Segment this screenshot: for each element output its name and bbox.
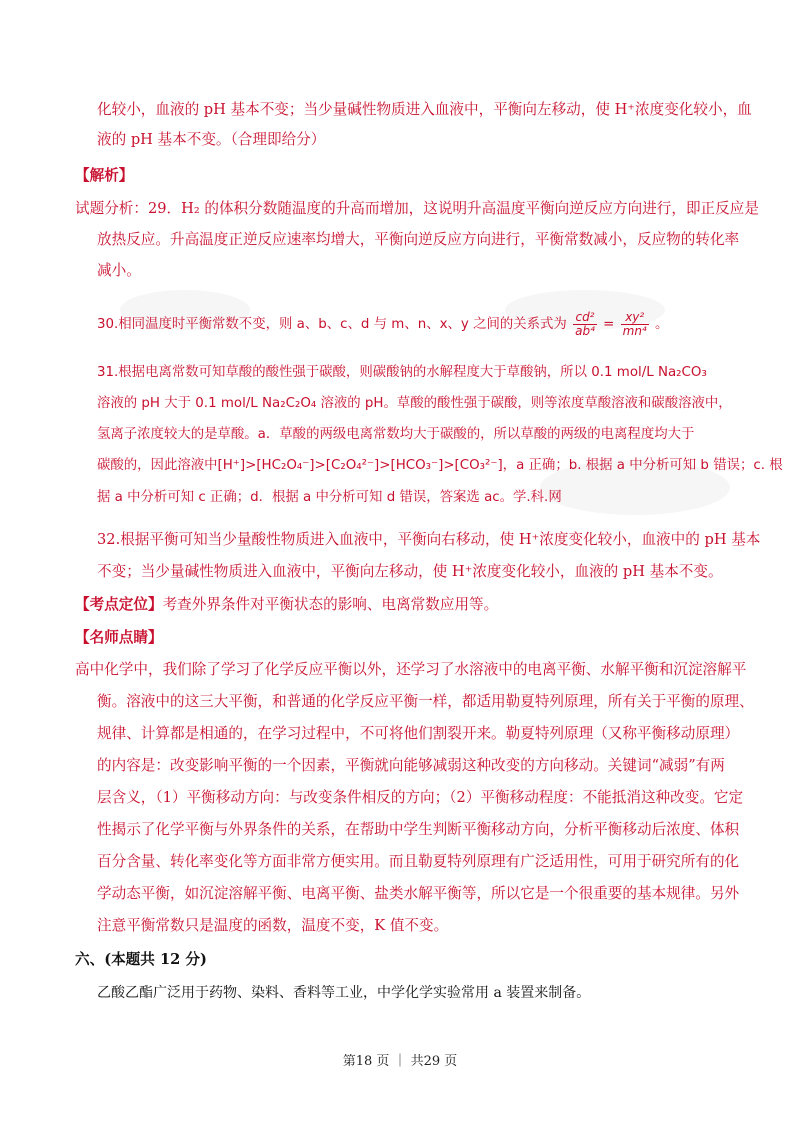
mingshi-line: 百分含量、转化率变化等方面非常方便实用。而且勒夏特列原理有广泛适用性，可用于研究所有的化: [97, 853, 740, 870]
page-footer: 第18 页 ｜ 共29 页: [342, 1054, 458, 1069]
kaodian-text: 考查外界条件对平衡状态的影响、电离常数应用等。: [162, 596, 499, 613]
q29-line-2: 放热反应。升高温度正逆反应速率均增大，平衡向逆反应方向进行，平衡常数减小，反应物的转化率: [97, 231, 740, 248]
q31-line-4: 碳酸的，因此溶液中[H⁺]>[HC₂O₄⁻]>[C₂O₄²⁻]>[HCO₃⁻]>[CO₃²⁻]，a 正确；b. 根据 a 中分析可知 b 错误；c. 根: [97, 458, 783, 473]
answer-line-2: 液的 pH 基本不变。（合理即给分）: [97, 131, 326, 148]
q32-line-2: 不变；当少量碱性物质进入血液中，平衡向左移动，使 H⁺浓度变化较小，血液的 pH 基本不变。: [97, 563, 723, 580]
q31-line-1: 31.根据电离常数可知草酸的酸性强于碳酸，则碳酸钠的水解程度大于草酸钠，所以 0.1 mol/L Na₂CO₃: [97, 365, 707, 380]
kaodian-row: [75, 595, 498, 615]
kaodian-label: 【考点定位】: [75, 596, 163, 613]
q30-right-fraction: [621, 311, 649, 338]
q30-formula-line: [97, 308, 668, 342]
q31-line-3: 氢离子浓度较大的是草酸。a．草酸的两级电离常数均大于碳酸的，所以草酸的两级的电离程度均大于: [97, 427, 695, 442]
q30-right-denominator: mn⁴: [622, 323, 647, 338]
q30-equals: =: [603, 317, 615, 332]
q30-left-fraction: [573, 311, 597, 338]
answer-line-1: 化较小，血液的 pH 基本不变；当少量碱性物质进入血液中，平衡向左移动，使 H⁺浓度变化较小，血: [97, 101, 752, 118]
mingshi-line: 衡。溶液中的这三大平衡，和普通的化学反应平衡一样，都适用勒夏特列原理，所有关于平衡的原理、: [97, 693, 754, 710]
mingshi-line: 规律、计算都是相通的，在学习过程中，不可将他们割裂开来。勒夏特列原理（又称平衡移动原理）: [97, 725, 740, 742]
q30-period: 。: [655, 317, 669, 332]
q32-line-1: 32.根据平衡可知当少量酸性物质进入血液中，平衡向右移动，使 H⁺浓度变化较小，血液中的 pH 基本: [97, 531, 761, 548]
q30-text: 30.相同温度时平衡常数不变，则 a、b、c、d 与 m、n、x、y 之间的关系式为: [97, 317, 567, 332]
mingshi-line: 注意平衡常数只是温度的函数，温度不变，K 值不变。: [97, 917, 449, 934]
jiexi-heading: 【解析】: [75, 167, 134, 184]
mingshi-line: 性揭示了化学平衡与外界条件的关系，在帮助中学生判断平衡移动方向，分析平衡移动后浓度、体积: [97, 821, 740, 838]
q31-line-2: 溶液的 pH 大于 0.1 mol/L Na₂C₂O₄ 溶液的 pH。草酸的酸性强于碳酸，则等浓度草酸溶液和碳酸溶液中，: [97, 396, 732, 411]
q30-left-numerator: cd²: [573, 311, 597, 325]
q29-line-3: 减小。: [97, 262, 141, 279]
q30-right-numerator: xy²: [621, 311, 649, 325]
q30-left-denominator: ab⁴: [575, 323, 595, 338]
q31-line-5: 据 a 中分析可知 c 正确；d．根据 a 中分析可知 d 错误，答案选 ac。学.科.网: [97, 490, 562, 505]
mingshi-heading: 【名师点睛】: [75, 629, 163, 646]
section-6-intro: 乙酸乙酯广泛用于药物、染料、香料等工业，中学化学实验常用 a 装置来制备。: [97, 985, 591, 1001]
mingshi-line: 层含义，（1）平衡移动方向：与改变条件相反的方向；（2）平衡移动程度：不能抵消这种改变。它定: [97, 789, 744, 806]
section-6-heading: 六、(本题共 12 分): [75, 951, 207, 968]
mingshi-line: 的内容是：改变影响平衡的一个因素，平衡就向能够减弱这种改变的方向移动。关键词“减弱”有两: [97, 757, 725, 774]
q29-line-1: 试题分析：29．H₂ 的体积分数随温度的升高而增加，这说明升高温度平衡向逆反应方向进行，即正反应是: [75, 200, 759, 217]
mingshi-line: 学动态平衡，如沉淀溶解平衡、电离平衡、盐类水解平衡等，所以它是一个很重要的基本规律。另外: [97, 885, 740, 902]
mingshi-line: 高中化学中，我们除了学习了化学反应平衡以外，还学习了水溶液中的电离平衡、水解平衡和沉淀溶解平: [75, 661, 747, 678]
